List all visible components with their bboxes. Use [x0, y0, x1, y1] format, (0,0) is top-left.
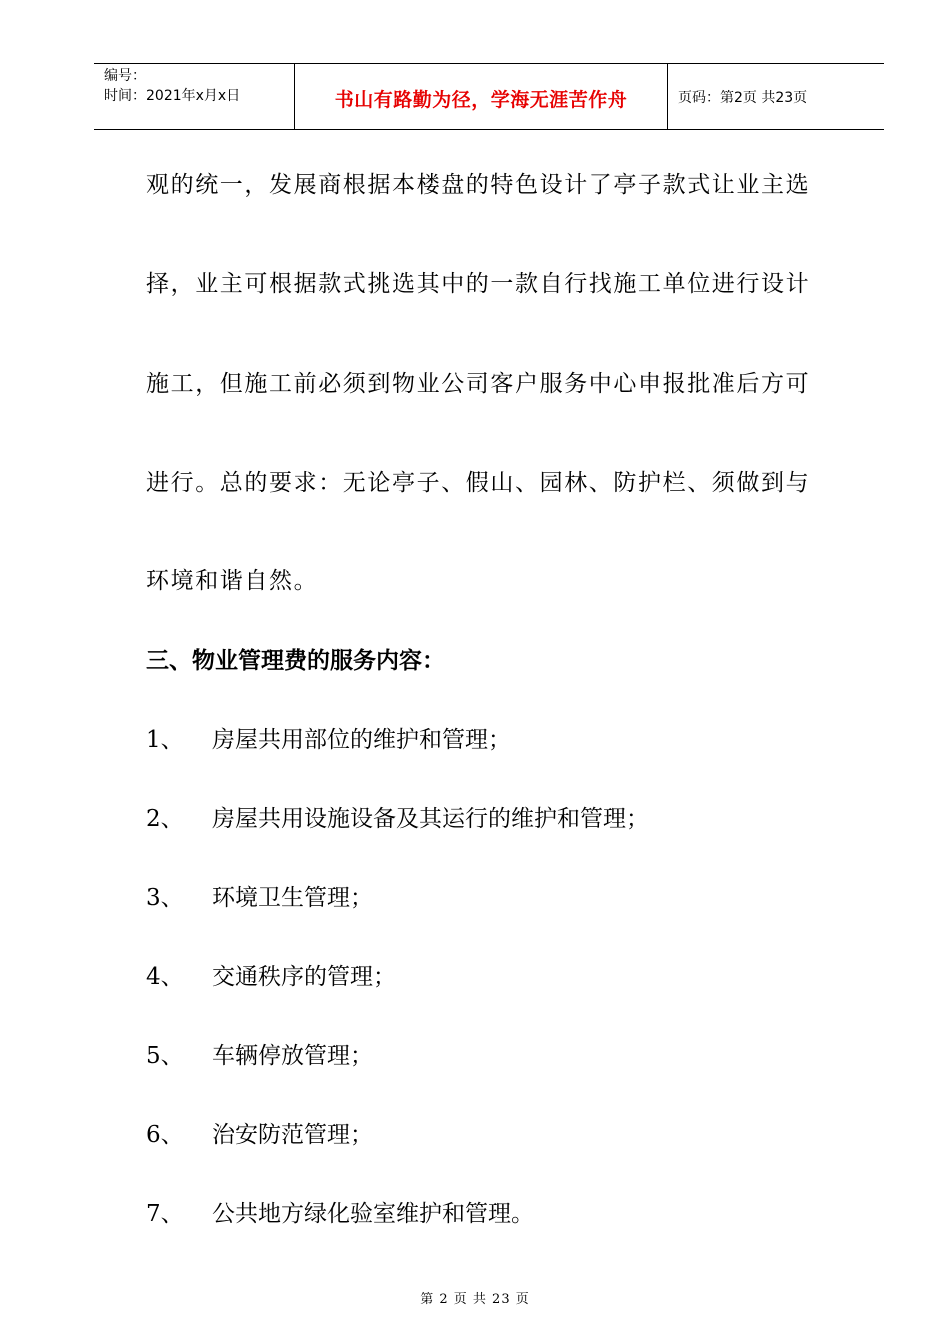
header-meta-cell: [94, 64, 295, 129]
section-heading: 三、物业管理费的服务内容：: [146, 648, 445, 674]
list-item-text: 公共地方绿化验室维护和管理。: [212, 1201, 534, 1227]
list-item-text: 房屋共用部位的维护和管理；: [212, 727, 511, 753]
page-header: [94, 63, 884, 130]
list-item-number: 2、: [146, 806, 184, 832]
list-item: [146, 804, 649, 834]
list-item-text: 环境卫生管理；: [212, 885, 373, 911]
list-item: [146, 1041, 373, 1071]
header-page-cell: [668, 64, 884, 129]
header-page-number: 页码：第2页 共23页: [678, 89, 808, 106]
list-item: [146, 725, 511, 755]
list-item-number: 1、: [146, 727, 184, 753]
list-item-number: 4、: [146, 964, 184, 990]
paragraph-line: 环境和谐自然。: [146, 568, 319, 594]
paragraph-line: 择，业主可根据款式挑选其中的一款自行找施工单位进行设计: [146, 271, 811, 297]
list-item: [146, 1199, 534, 1229]
paragraph-line: 观的统一，发展商根据本楼盘的特色设计了亭子款式让业主选: [146, 172, 811, 198]
time-label: 时间：2021年x月x日: [104, 88, 241, 104]
list-item-text: 房屋共用设施设备及其运行的维护和管理；: [212, 806, 649, 832]
list-item: [146, 1120, 373, 1150]
serial-number-label: 编号：: [104, 68, 146, 84]
paragraph-line: 进行。总的要求：无论亭子、假山、园林、防护栏、须做到与: [146, 470, 811, 496]
list-item-number: 5、: [146, 1043, 184, 1069]
list-item-number: 7、: [146, 1201, 184, 1227]
list-item-text: 交通秩序的管理；: [212, 964, 396, 990]
paragraph-line: 施工，但施工前必须到物业公司客户服务中心申报批准后方可: [146, 371, 811, 397]
list-item-text: 治安防范管理；: [212, 1122, 373, 1148]
page-footer: 第 2 页 共 23 页: [420, 1292, 530, 1307]
list-item: [146, 883, 373, 913]
header-motto-cell: [295, 64, 668, 129]
list-item: [146, 962, 396, 992]
header-motto: 书山有路勤为径，学海无涯苦作舟: [334, 89, 628, 111]
list-item-number: 6、: [146, 1122, 184, 1148]
list-item-number: 3、: [146, 885, 184, 911]
list-item-text: 车辆停放管理；: [212, 1043, 373, 1069]
